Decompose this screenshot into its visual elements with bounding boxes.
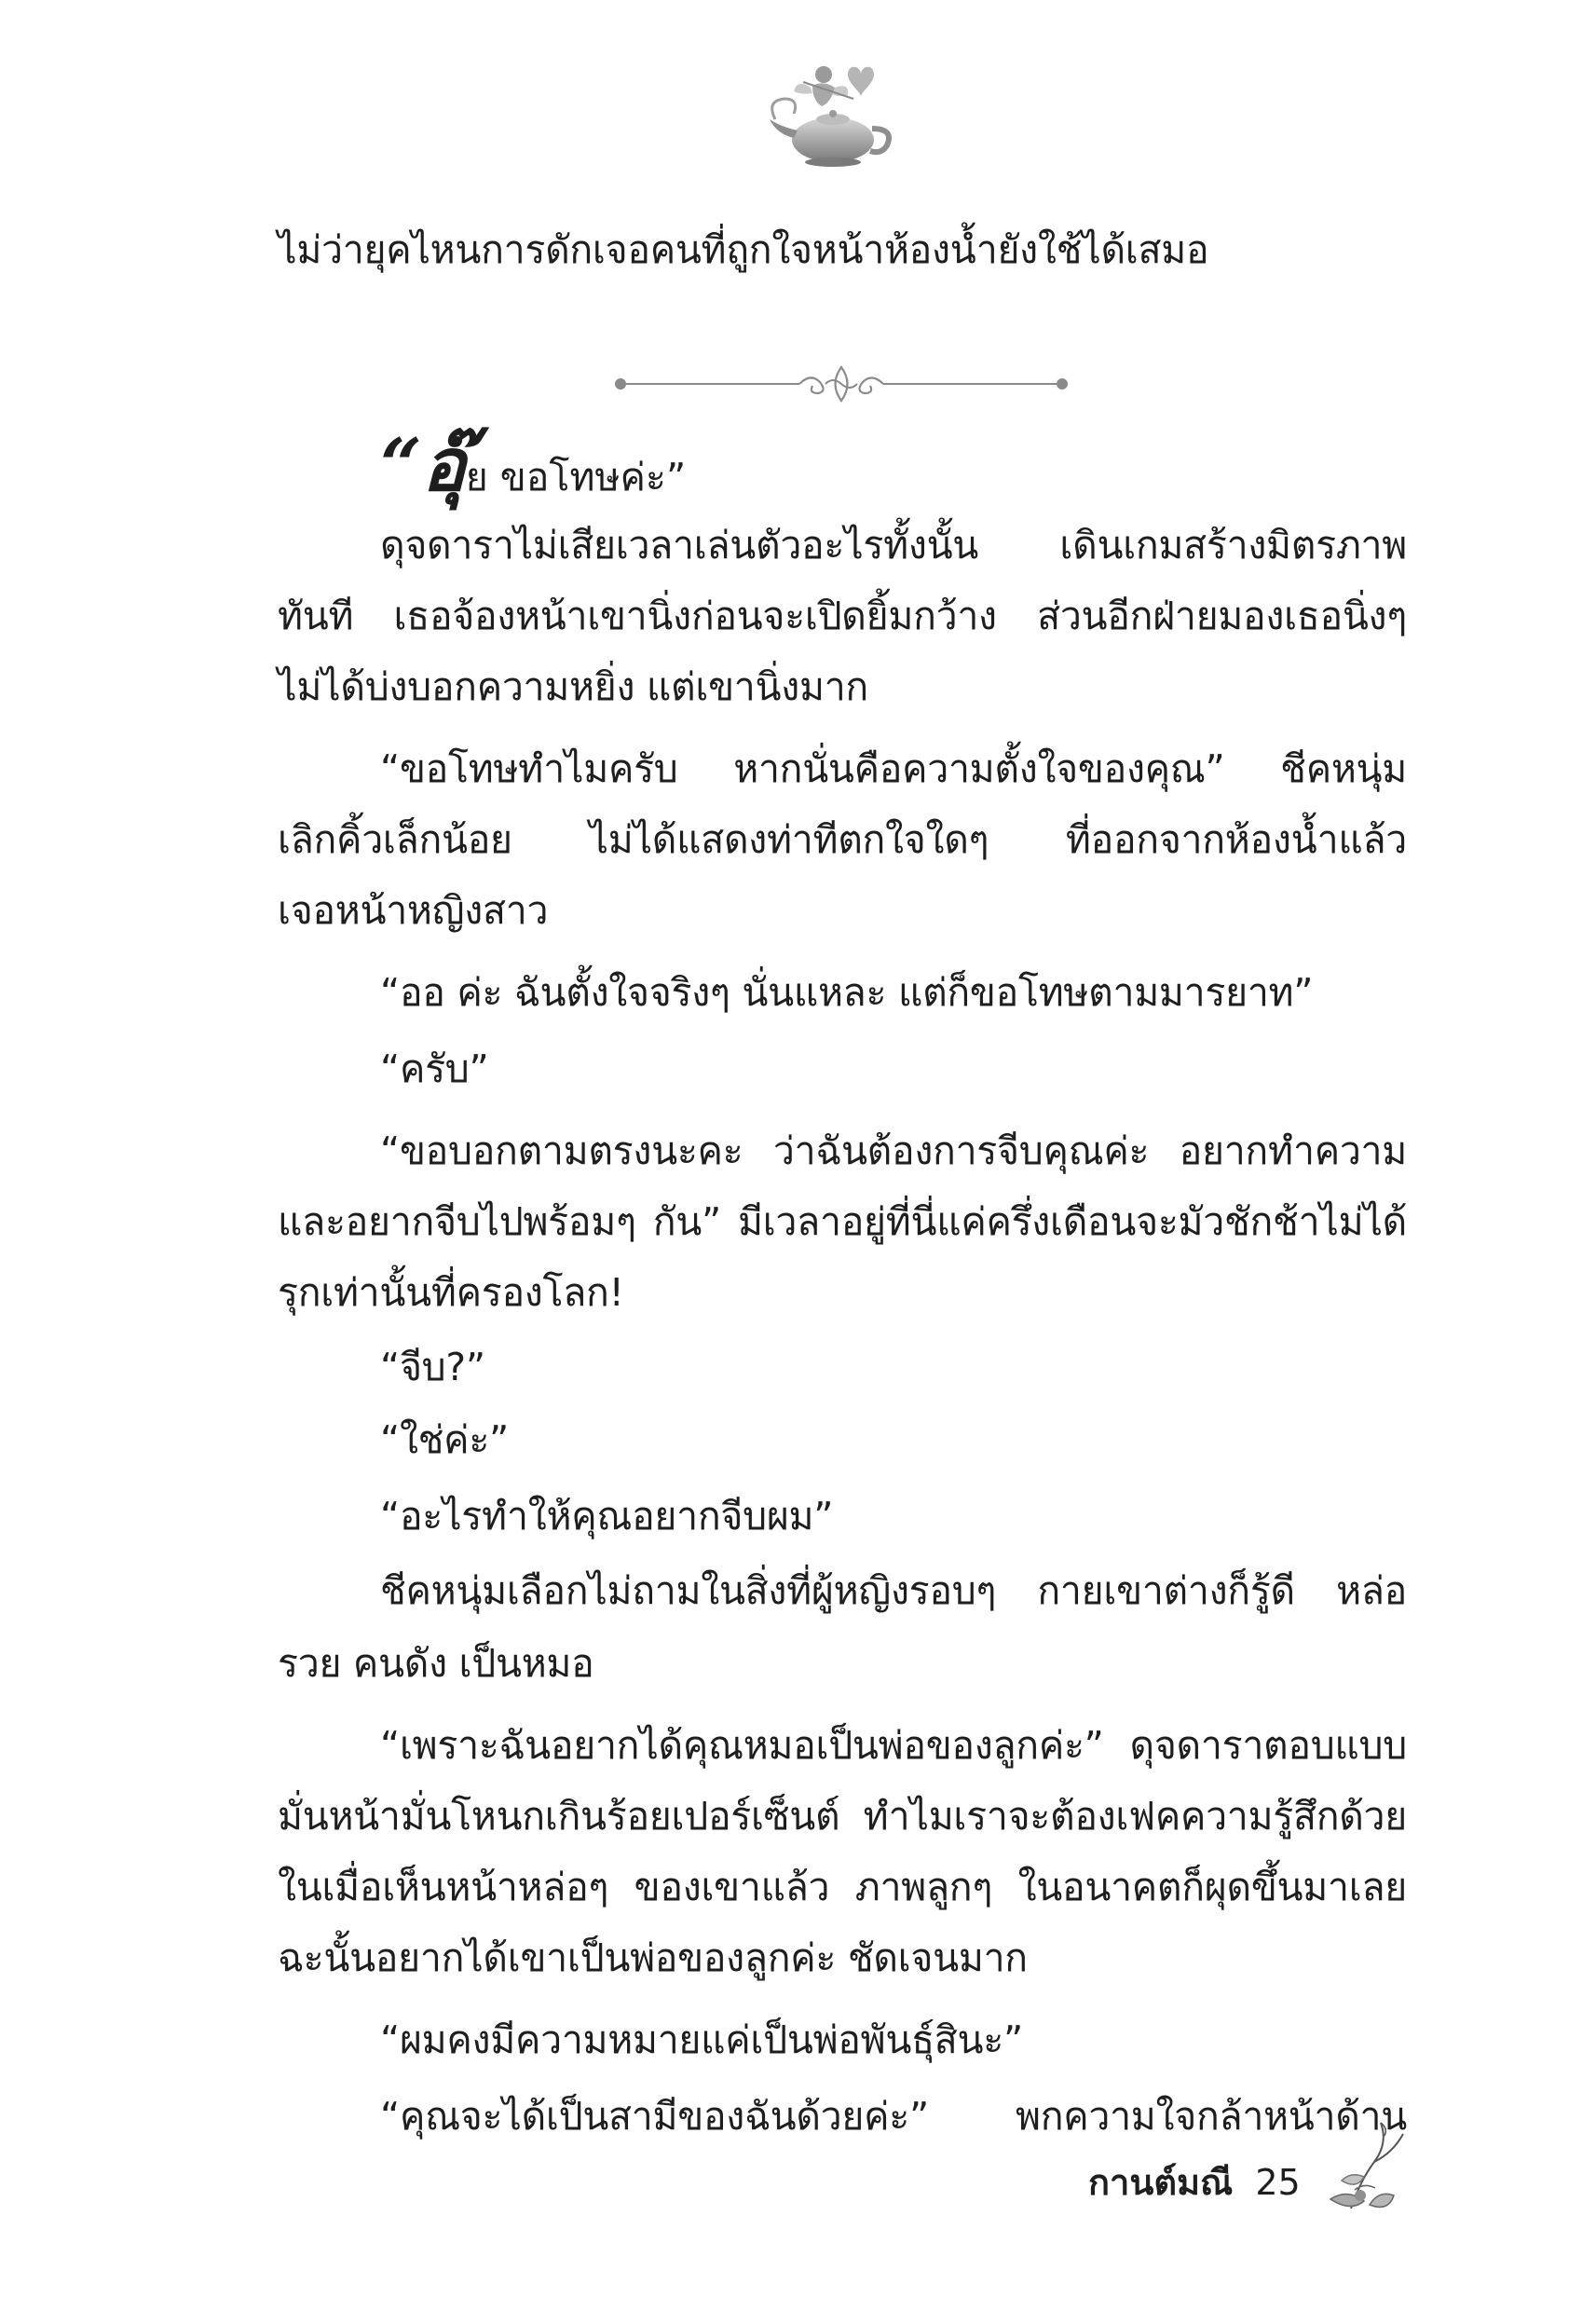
body-line: “ขอบอกตามตรงนะคะ ว่าฉันต้องการจีบคุณค่ะ อยากทำความ xyxy=(380,1128,1407,1173)
cupid-teapot-icon xyxy=(757,54,906,175)
body-line: “จีบ?” xyxy=(380,1345,485,1389)
body-line: “ครับ” xyxy=(380,1046,489,1091)
body-line: ดุจดาราไม่เสียเวลาเล่นตัวอะไรทั้งนั้น เดินเกมสร้างมิตรภาพ xyxy=(380,523,1407,567)
body-line: ทันที เธอจ้องหน้าเขานิ่งก่อนจะเปิดยิ้มกว้าง ส่วนอีกฝ่ายมองเธอนิ่งๆ xyxy=(278,594,1407,638)
body-line: รุกเท่านั้นที่ครองโลก! xyxy=(278,1270,624,1315)
flourish-divider-icon xyxy=(613,354,1070,410)
body-line: รวย คนดัง เป็นหมอ xyxy=(278,1641,594,1686)
page-footer xyxy=(1088,2154,1301,2210)
body-line: มั่นหน้ามั่นโหนกเกินร้อยเปอร์เซ็นต์ ทำไมเราจะต้องเฟคความรู้สึกด้วย xyxy=(278,1794,1407,1839)
body-line: ฉะนั้นอยากได้เขาเป็นพ่อของลูกค่ะ ชัดเจนมาก xyxy=(278,1935,1028,1980)
body-line: “ใช่ค่ะ” xyxy=(380,1417,509,1462)
body-line: “ขอโทษทำไมครับ หากนั่นคือความตั้งใจของคุณ” ชีคหนุ่ม xyxy=(380,746,1407,791)
body-line: ไม่ได้บ่งบอกความหยิ่ง แต่เขานิ่งมาก xyxy=(278,664,868,709)
body-line: “คุณจะได้เป็นสามีของฉันด้วยค่ะ” พกความใจกล้าหน้าด้าน xyxy=(380,2094,1407,2139)
body-line: ในเมื่อเห็นหน้าหล่อๆ ของเขาแล้ว ภาพลูกๆ ในอนาคตก็ผุดขึ้นมาเลย xyxy=(278,1865,1407,1909)
body-line: “ผมคงมีความหมายแค่เป็นพ่อพันธุ์สินะ” xyxy=(380,2017,1023,2062)
body-line: เจอหน้าหญิงสาว xyxy=(278,888,549,933)
dropcap-rest-text: ย ขอโทษค่ะ” xyxy=(465,455,687,499)
drop-cap: “อุ๊ xyxy=(380,423,466,508)
flower-sketch-icon xyxy=(1323,2115,1416,2222)
body-line: “อะไรทำให้คุณอยากจีบผม” xyxy=(380,1494,834,1538)
body-line: เลิกคิ้วเล็กน้อย ไม่ได้แสดงท่าทีตกใจใดๆ ที่ออกจากห้องน้ำแล้ว xyxy=(278,817,1407,862)
body-line: ชีคหนุ่มเลือกไม่ถามในสิ่งที่ผู้หญิงรอบๆ กายเขาต่างก็รู้ดี หล่อ xyxy=(380,1568,1407,1613)
body-line: “ออ ค่ะ ฉันตั้งใจจริงๆ นั่นแหละ แต่ก็ขอโทษตามมารยาท” xyxy=(380,970,1314,1015)
page-number: 25 xyxy=(1255,2162,1301,2203)
author-name: กานต์มณี xyxy=(1088,2162,1234,2203)
opening-line: ไม่ว่ายุคไหนการดักเจอคนที่ถูกใจหน้าห้องน้ำยังใช้ได้เสมอ xyxy=(278,227,1209,272)
body-line: และอยากจีบไปพร้อมๆ กัน” มีเวลาอยู่ที่นี่แค่ครึ่งเดือนจะมัวชักช้าไม่ได้ xyxy=(278,1199,1407,1244)
dialogue-opening xyxy=(380,419,686,522)
body-line: “เพราะฉันอยากได้คุณหมอเป็นพ่อของลูกค่ะ” ดุจดาราตอบแบบ xyxy=(380,1723,1407,1768)
